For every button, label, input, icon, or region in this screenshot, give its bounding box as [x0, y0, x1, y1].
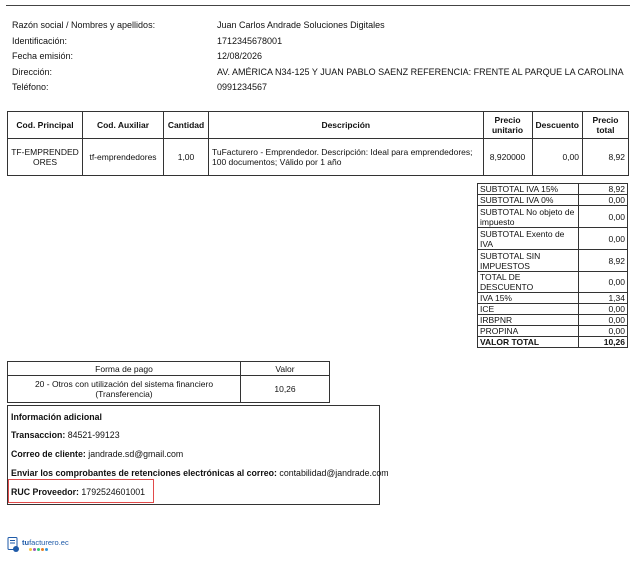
ruc-value: 1792524601001 — [81, 487, 146, 497]
cell-descripcion: TuFacturero - Emprendedor. Descripción: Ideal para emprendedores; 100 documentos; Válido por 1 año — [209, 139, 484, 176]
info-label: Dirección: — [12, 66, 53, 77]
info-row — [12, 34, 632, 50]
correo-label: Correo de cliente: — [11, 449, 86, 459]
totals-value: 8,92 — [579, 184, 628, 195]
ruc-label: RUC Proveedor: — [11, 487, 79, 497]
cell-descuento: 0,00 — [532, 139, 582, 176]
info-row — [12, 18, 632, 34]
totals-row — [478, 304, 628, 315]
items-table — [7, 111, 629, 176]
payment-value: 10,26 — [241, 376, 330, 403]
logo-dot — [37, 548, 40, 551]
totals-label: SUBTOTAL No objeto de impuesto — [478, 206, 579, 228]
totals-value: 0,00 — [579, 272, 628, 293]
totals-label: TOTAL DE DESCUENTO — [478, 272, 579, 293]
info-value: Juan Carlos Andrade Soluciones Digitales — [217, 20, 385, 30]
transaccion-label: Transaccion: — [11, 430, 66, 440]
transaccion-line — [11, 430, 120, 440]
logo-brand-suffix: facturero.ec — [29, 538, 69, 547]
totals-row — [478, 206, 628, 228]
totals-label: IRBPNR — [478, 315, 579, 326]
cell-cantidad: 1,00 — [164, 139, 209, 176]
totals-value: 0,00 — [579, 315, 628, 326]
retenciones-line — [11, 468, 389, 478]
cell-precio-total: 8,92 — [583, 139, 629, 176]
items-header-row — [8, 112, 629, 139]
totals-value: 1,34 — [579, 293, 628, 304]
info-value: 1712345678001 — [217, 35, 283, 46]
totals-label: SUBTOTAL SIN IMPUESTOS — [478, 250, 579, 272]
totals-row — [478, 326, 628, 337]
info-row — [12, 65, 632, 81]
cell-cod-principal: TF-EMPRENDEDORES — [8, 139, 83, 176]
tufacturero-logo — [7, 537, 69, 553]
totals-row — [478, 195, 628, 206]
payment-method: 20 - Otros con utilización del sistema financiero (Transferencia) — [8, 376, 241, 403]
document-icon — [7, 537, 19, 553]
totals-label: SUBTOTAL Exento de IVA — [478, 228, 579, 250]
retenciones-value: contabilidad@jandrade.com — [279, 468, 389, 478]
header-cod-auxiliar: Cod. Auxiliar — [83, 112, 164, 139]
totals-row — [478, 315, 628, 326]
totals-value: 0,00 — [579, 206, 628, 228]
header-descuento: Descuento — [532, 112, 582, 139]
invoice-header-info — [12, 18, 632, 96]
payments-row — [8, 376, 330, 403]
info-value: 12/08/2026 — [217, 51, 263, 61]
table-row — [8, 139, 629, 176]
totals-value: 8,92 — [579, 250, 628, 272]
totals-value: 10,26 — [579, 337, 628, 348]
totals-label: SUBTOTAL IVA 0% — [478, 195, 579, 206]
totals-table — [477, 183, 628, 348]
payments-header-row — [8, 362, 330, 376]
info-label: Identificación: — [12, 35, 68, 46]
cell-cod-auxiliar: tf-emprendedores — [83, 139, 164, 176]
logo-dot — [33, 548, 36, 551]
totals-row — [478, 250, 628, 272]
logo-wordmark — [22, 539, 69, 547]
header-precio-unitario: Precio unitario — [483, 112, 532, 139]
totals-label: VALOR TOTAL — [478, 337, 579, 348]
totals-value: 0,00 — [579, 326, 628, 337]
ruc-highlight-box — [8, 479, 154, 503]
totals-row — [478, 184, 628, 195]
payments-header-method: Forma de pago — [8, 362, 241, 376]
totals-label: IVA 15% — [478, 293, 579, 304]
totals-row — [478, 228, 628, 250]
retenciones-label: Enviar los comprobantes de retenciones electrónicas al correo: — [11, 468, 277, 478]
logo-dot — [29, 548, 32, 551]
top-rule — [6, 5, 630, 6]
header-cod-principal: Cod. Principal — [8, 112, 83, 139]
additional-info-title: Información adicional — [11, 412, 102, 422]
totals-label: ICE — [478, 304, 579, 315]
cell-precio-unitario: 8,920000 — [483, 139, 532, 176]
header-precio-total: Precio total — [583, 112, 629, 139]
totals-value: 0,00 — [579, 228, 628, 250]
totals-label: PROPINA — [478, 326, 579, 337]
payments-header-value: Valor — [241, 362, 330, 376]
info-value: 0991234567 — [217, 82, 268, 92]
info-row — [12, 49, 632, 65]
header-descripcion: Descripción — [209, 112, 484, 139]
totals-value: 0,00 — [579, 195, 628, 206]
correo-line — [11, 449, 183, 459]
info-row — [12, 80, 632, 96]
payments-table — [7, 361, 330, 403]
logo-dot — [45, 548, 48, 551]
correo-value: jandrade.sd@gmail.com — [88, 449, 184, 459]
info-label: Teléfono: — [12, 82, 49, 92]
totals-row — [478, 337, 628, 348]
totals-value: 0,00 — [579, 304, 628, 315]
info-label: Fecha emisión: — [12, 51, 74, 61]
transaccion-value: 84521-99123 — [67, 430, 120, 440]
logo-dots — [29, 548, 69, 551]
logo-brand-prefix: tu — [22, 538, 30, 547]
logo-dot — [41, 548, 44, 551]
totals-label: SUBTOTAL IVA 15% — [478, 184, 579, 195]
info-label: Razón social / Nombres y apellidos: — [12, 20, 156, 30]
totals-row — [478, 293, 628, 304]
totals-row — [478, 272, 628, 293]
info-value: AV. AMÉRICA N34-125 Y JUAN PABLO SAENZ REFERENCIA: FRENTE AL PARQUE LA CAROLINA — [217, 66, 624, 77]
header-cantidad: Cantidad — [164, 112, 209, 139]
additional-info-box — [7, 405, 389, 505]
